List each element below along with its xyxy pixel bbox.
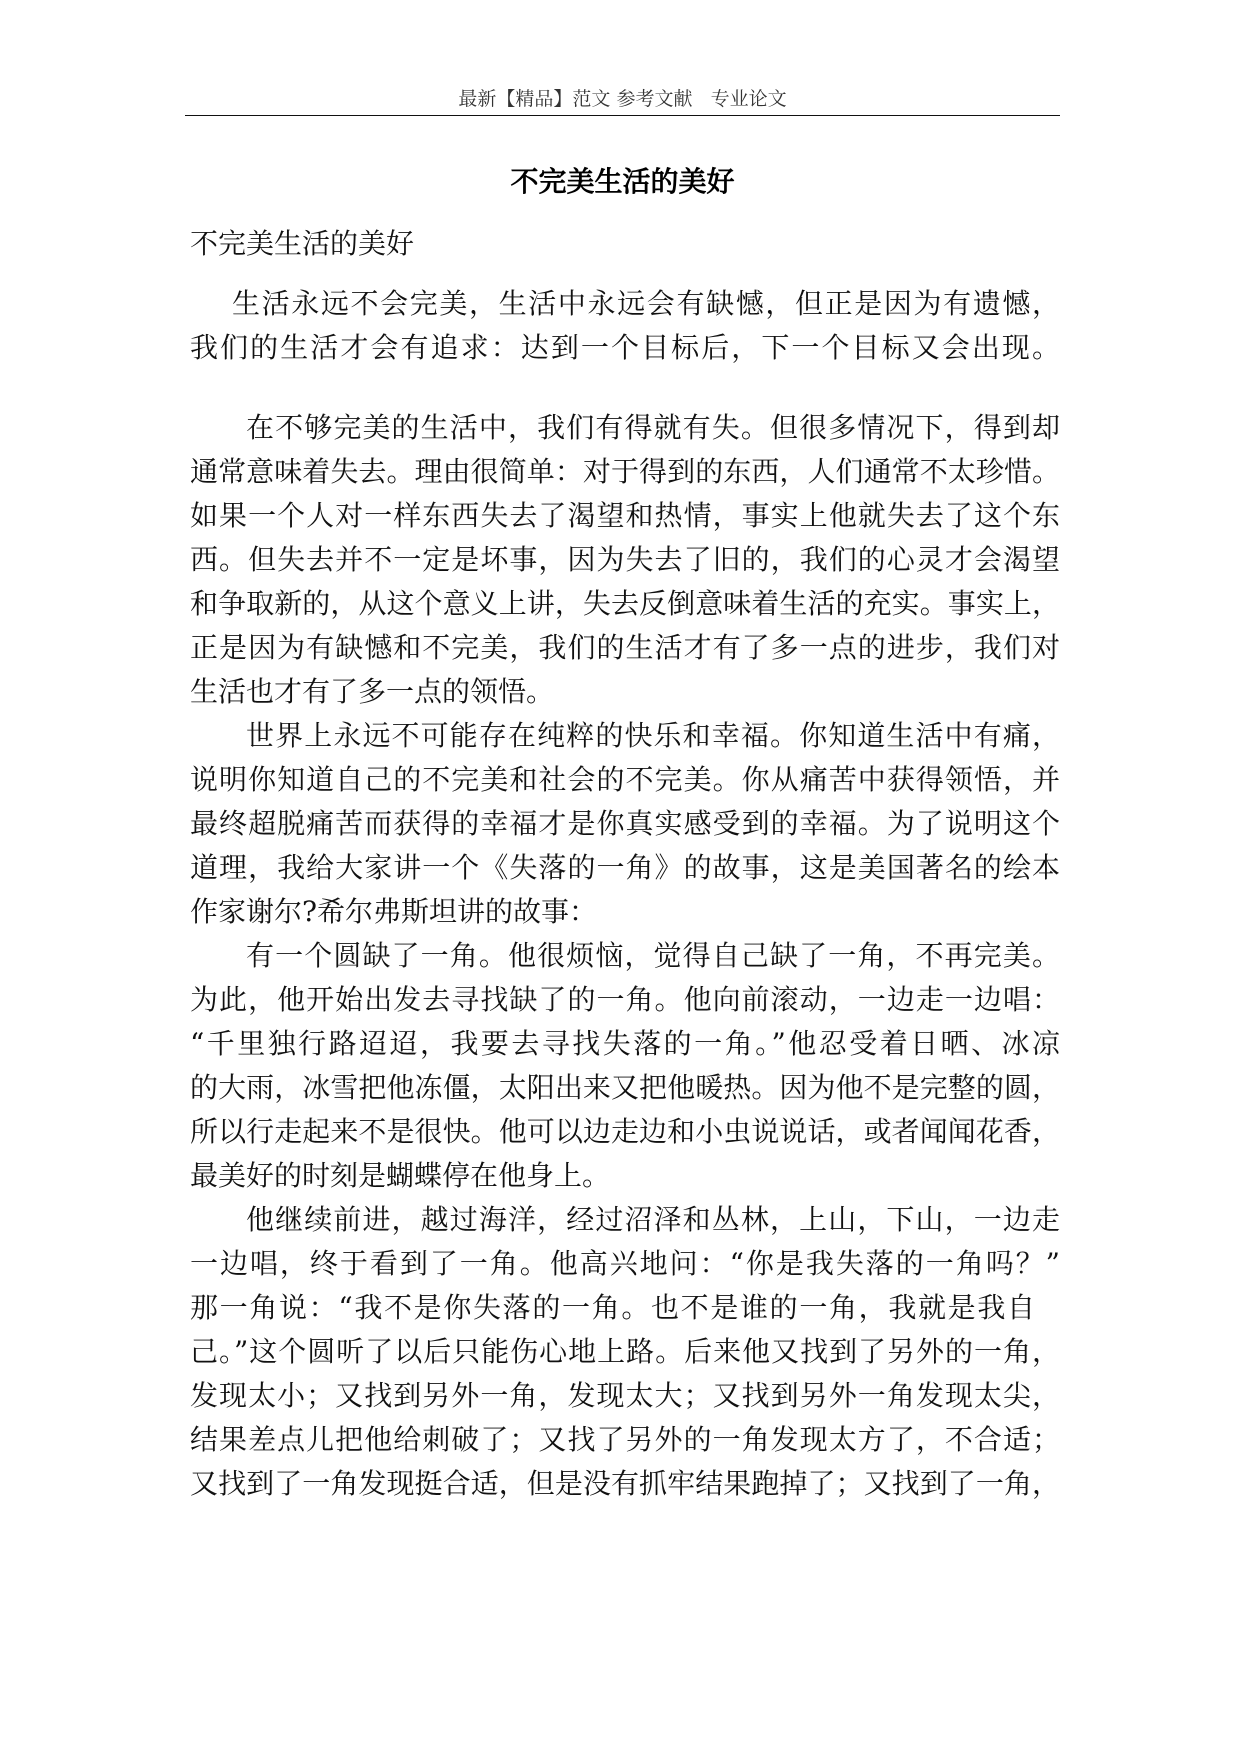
body-line: 正是因为有缺憾和不完美，我们的生活才有了多一点的进步，我们对 [190,631,1060,664]
body-line: 所以行走起来不是很快。他可以边走边和小虫说说话，或者闻闻花香， [190,1115,1060,1148]
body-line: 西。但失去并不一定是坏事，因为失去了旧的，我们的心灵才会渴望 [190,543,1060,576]
body-line: 世界上永远不可能存在纯粹的快乐和幸福。你知道生活中有痛， [246,719,1060,752]
header-divider [185,115,1060,116]
body-line: 为此，他开始出发去寻找缺了的一角。他向前滚动，一边走一边唱： [190,983,1060,1016]
body-line: 和争取新的，从这个意义上讲，失去反倒意味着生活的充实。事实上， [190,587,1060,620]
body-line: 作家谢尔?希尔弗斯坦讲的故事： [190,895,598,928]
body-line: 他继续前进，越过海洋，经过沼泽和丛林，上山，下山，一边走 [246,1203,1060,1236]
body-line: 道理，我给大家讲一个《失落的一角》的故事，这是美国著名的绘本 [190,851,1060,884]
body-line: 发现太小；又找到另外一角，发现太大；又找到另外一角发现太尖， [190,1379,1060,1412]
body-line: 说明你知道自己的不完美和社会的不完美。你从痛苦中获得领悟，并 [190,763,1060,796]
body-line: 我们的生活才会有追求：达到一个目标后，下一个目标又会出现。 [190,331,1060,364]
body-line: 生活永远不会完美，生活中永远会有缺憾，但正是因为有遗憾， [232,287,1060,320]
body-line: 有一个圆缺了一角。他很烦恼，觉得自己缺了一角，不再完美。 [246,939,1060,972]
body-line: 如果一个人对一样东西失去了渴望和热情，事实上他就失去了这个东 [190,499,1060,532]
page-header: 最新【精品】范文 参考文献 专业论文 [458,88,787,110]
body-line: 那一角说：“我不是你失落的一角。也不是谁的一角，我就是我自 [190,1291,1035,1324]
body-line: 一边唱，终于看到了一角。他高兴地问：“你是我失落的一角吗？” [190,1247,1060,1280]
body-line: 又找到了一角发现挺合适，但是没有抓牢结果跑掉了；又找到了一角， [190,1467,1060,1500]
document-title: 不完美生活的美好 [510,165,735,198]
document-subtitle: 不完美生活的美好 [190,227,415,260]
body-line: 最终超脱痛苦而获得的幸福才是你真实感受到的幸福。为了说明这个 [190,807,1060,840]
body-line: 己。”这个圆听了以后只能伤心地上路。后来他又找到了另外的一角， [190,1335,1060,1368]
body-line: 通常意味着失去。理由很简单：对于得到的东西，人们通常不太珍惜。 [190,455,1060,488]
body-line: 的大雨，冰雪把他冻僵，太阳出来又把他暖热。因为他不是完整的圆， [190,1071,1060,1104]
body-line: 最美好的时刻是蝴蝶停在他身上。 [190,1159,611,1192]
body-line: “千里独行路迢迢，我要去寻找失落的一角。”他忍受着日晒、冰凉 [190,1027,1060,1060]
body-line: 结果差点儿把他给刺破了；又找了另外的一角发现太方了，不合适； [190,1423,1060,1456]
body-line: 生活也才有了多一点的领悟。 [190,675,555,708]
body-line: 在不够完美的生活中，我们有得就有失。但很多情况下，得到却 [246,411,1060,444]
